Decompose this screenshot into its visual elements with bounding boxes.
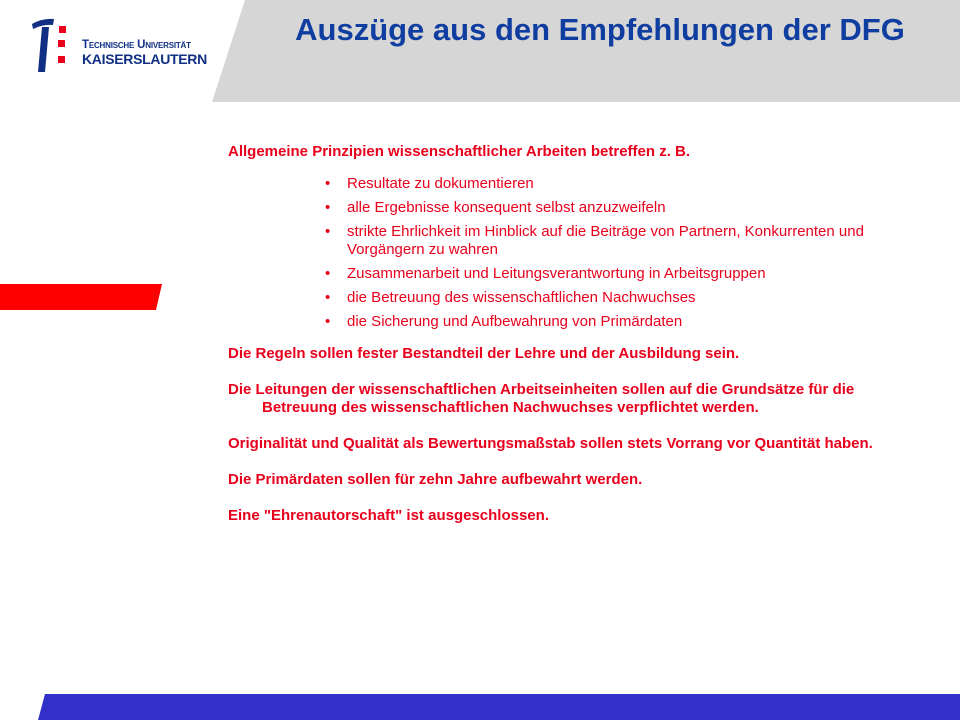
list-item: • die Betreuung des wissenschaftlichen Nachwuchses — [325, 289, 928, 307]
red-accent-bar — [0, 284, 162, 310]
logo-line-1: Technische Universität — [82, 39, 191, 51]
slide-content — [228, 143, 928, 525]
statement-paragraph: Die Primärdaten sollen für zehn Jahre aufbewahrt werden. — [228, 471, 643, 488]
logo-line-2: KAISERSLAUTERN — [82, 51, 207, 67]
university-logo — [28, 16, 218, 72]
list-item: • strikte Ehrlichkeit im Hinblick auf die Beiträge von Partnern, Konkurrenten und Vorgängern zu wahren — [325, 223, 928, 259]
list-item: • Zusammenarbeit und Leitungsverantwortung in Arbeitsgruppen — [325, 265, 928, 283]
bottom-accent-bar — [38, 694, 960, 720]
principles-list — [325, 175, 928, 331]
statement-paragraph: Die Leitungen der wissenschaftlichen Arbeitseinheiten sollen auf die Grundsätze für die Betreuung des wissenschaftlichen Nachwuchses verpflichtet werden. — [228, 381, 855, 416]
statement-paragraph: Originalität und Qualität als Bewertungsmaßstab sollen stets Vorrang vor Quantität haben. — [228, 435, 873, 452]
list-item: • die Sicherung und Aufbewahrung von Primärdaten — [325, 313, 928, 331]
list-item: • Resultate zu dokumentieren — [325, 175, 928, 193]
statement-paragraph: Die Regeln sollen fester Bestandteil der Lehre und der Ausbildung sein. — [228, 345, 740, 362]
page-title: Auszüge aus den Empfehlungen der DFG — [295, 12, 905, 47]
statement-paragraph: Eine "Ehrenautorschaft" ist ausgeschlossen. — [228, 507, 549, 524]
tu-kl-logo-icon — [28, 16, 78, 72]
list-item: • alle Ergebnisse konsequent selbst anzuzweifeln — [325, 199, 928, 217]
intro-heading: Allgemeine Prinzipien wissenschaftlicher Arbeiten betreffen z. B. — [228, 143, 691, 160]
